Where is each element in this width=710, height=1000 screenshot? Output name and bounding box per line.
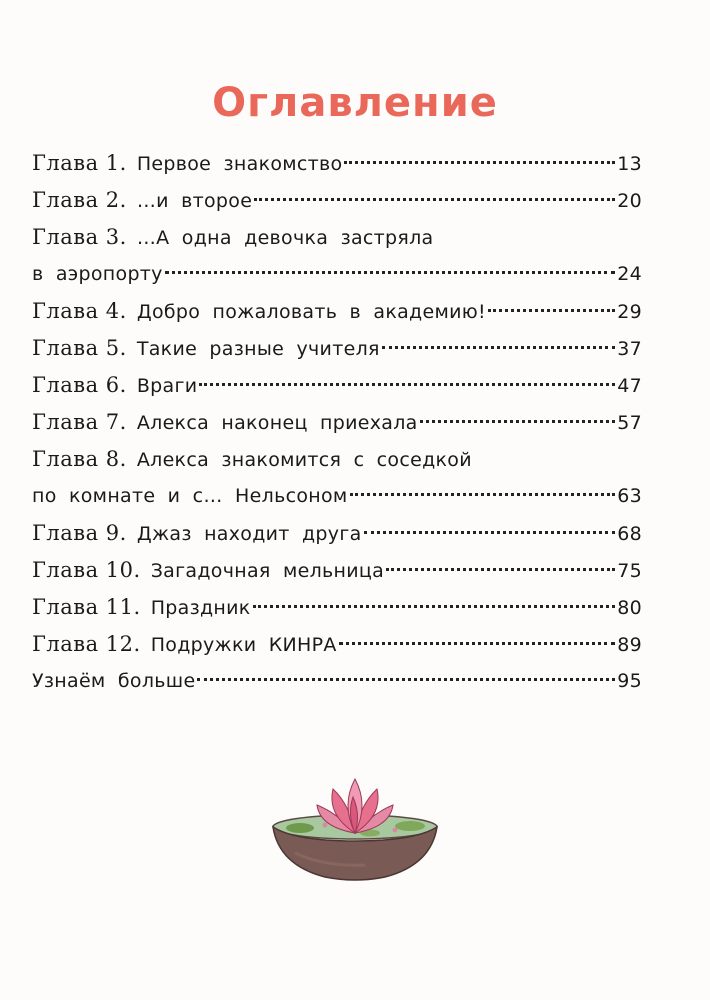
toc-leader-dots bbox=[339, 642, 616, 645]
toc-leader-dots bbox=[364, 531, 616, 534]
toc-entry[interactable] bbox=[32, 293, 642, 330]
toc-page-number: 89 bbox=[617, 634, 642, 656]
toc-entry[interactable] bbox=[32, 552, 642, 589]
toc-entry[interactable] bbox=[32, 145, 642, 182]
toc-leader-dots bbox=[253, 605, 616, 608]
toc-chapter-title: Добро пожаловать в академию! bbox=[136, 301, 486, 323]
toc-chapter-title: Праздник bbox=[150, 597, 251, 619]
toc-chapter-title: Подружки КИНРА bbox=[150, 634, 337, 656]
toc-chapter-label: Глава 9. bbox=[32, 521, 127, 545]
toc-leader-dots bbox=[382, 346, 615, 349]
toc-chapter-label: Глава 7. bbox=[32, 410, 127, 434]
toc-chapter-title-continued: по комнате и с… Нельсоном bbox=[32, 485, 348, 507]
toc-chapter-title: …А одна девочка застряла bbox=[136, 227, 434, 249]
toc-leader-dots bbox=[197, 678, 615, 681]
toc-leader-dots bbox=[386, 568, 615, 571]
toc-chapter-label: Глава 8. bbox=[32, 447, 127, 471]
toc-page-number: 24 bbox=[617, 263, 642, 285]
toc-page-number: 63 bbox=[617, 485, 642, 507]
toc-page-number: 13 bbox=[617, 153, 642, 175]
toc-leader-dots bbox=[350, 493, 616, 496]
toc-leader-dots bbox=[488, 309, 615, 312]
table-of-contents bbox=[32, 145, 642, 700]
toc-page-number: 95 bbox=[617, 670, 642, 692]
toc-entry[interactable] bbox=[32, 182, 642, 219]
lotus-bowl-illustration bbox=[265, 775, 445, 885]
toc-page-number: 29 bbox=[617, 301, 642, 323]
page-title: Оглавление bbox=[212, 80, 498, 126]
toc-chapter-label: Глава 6. bbox=[32, 373, 127, 397]
toc-page-number: 47 bbox=[617, 375, 642, 397]
toc-entry[interactable] bbox=[32, 367, 642, 404]
toc-chapter-label: Глава 3. bbox=[32, 225, 127, 249]
toc-entry[interactable] bbox=[32, 589, 642, 626]
toc-chapter-label: Глава 10. bbox=[32, 558, 141, 582]
toc-chapter-title: Такие разные учителя bbox=[136, 338, 380, 360]
toc-chapter-title: Загадочная мельница bbox=[150, 560, 385, 582]
toc-chapter-label: Глава 1. bbox=[32, 151, 127, 175]
toc-page-number: 75 bbox=[617, 560, 642, 582]
toc-entry[interactable] bbox=[32, 404, 642, 441]
toc-entry[interactable] bbox=[32, 330, 642, 367]
toc-page-number: 37 bbox=[617, 338, 642, 360]
toc-chapter-title: Джаз находит друга bbox=[136, 523, 362, 545]
toc-chapter-label: Глава 4. bbox=[32, 299, 127, 323]
toc-leader-dots bbox=[344, 161, 615, 164]
toc-page-number: 80 bbox=[617, 597, 642, 619]
toc-entry[interactable] bbox=[32, 626, 642, 663]
toc-entry[interactable] bbox=[32, 515, 642, 552]
toc-page-number: 57 bbox=[617, 412, 642, 434]
lily-pad-icon bbox=[286, 823, 314, 833]
toc-chapter-title: Алекса наконец приехала bbox=[136, 412, 418, 434]
toc-chapter-label: Глава 5. bbox=[32, 336, 127, 360]
toc-chapter-title: Враги bbox=[136, 375, 198, 397]
toc-chapter-title: …и второе bbox=[136, 190, 253, 212]
toc-leader-dots bbox=[420, 420, 616, 423]
toc-leader-dots bbox=[254, 198, 615, 201]
toc-chapter-title: Алекса знакомится с соседкой bbox=[136, 449, 472, 471]
toc-leader-dots bbox=[199, 383, 615, 386]
toc-entry[interactable] bbox=[32, 441, 642, 515]
toc-leader-dots bbox=[165, 271, 616, 274]
toc-chapter-title: Первое знакомство bbox=[136, 153, 343, 175]
toc-entry[interactable] bbox=[32, 219, 642, 293]
toc-page-number: 20 bbox=[617, 190, 642, 212]
toc-entry[interactable] bbox=[32, 663, 642, 700]
toc-chapter-title-continued: в аэропорту bbox=[32, 263, 163, 285]
toc-chapter-label: Глава 2. bbox=[32, 188, 127, 212]
toc-chapter-label: Глава 11. bbox=[32, 595, 141, 619]
toc-page-number: 68 bbox=[617, 523, 642, 545]
toc-chapter-label: Глава 12. bbox=[32, 632, 141, 656]
lily-pad-icon bbox=[395, 821, 425, 831]
toc-chapter-title: Узнаём больше bbox=[32, 670, 196, 692]
